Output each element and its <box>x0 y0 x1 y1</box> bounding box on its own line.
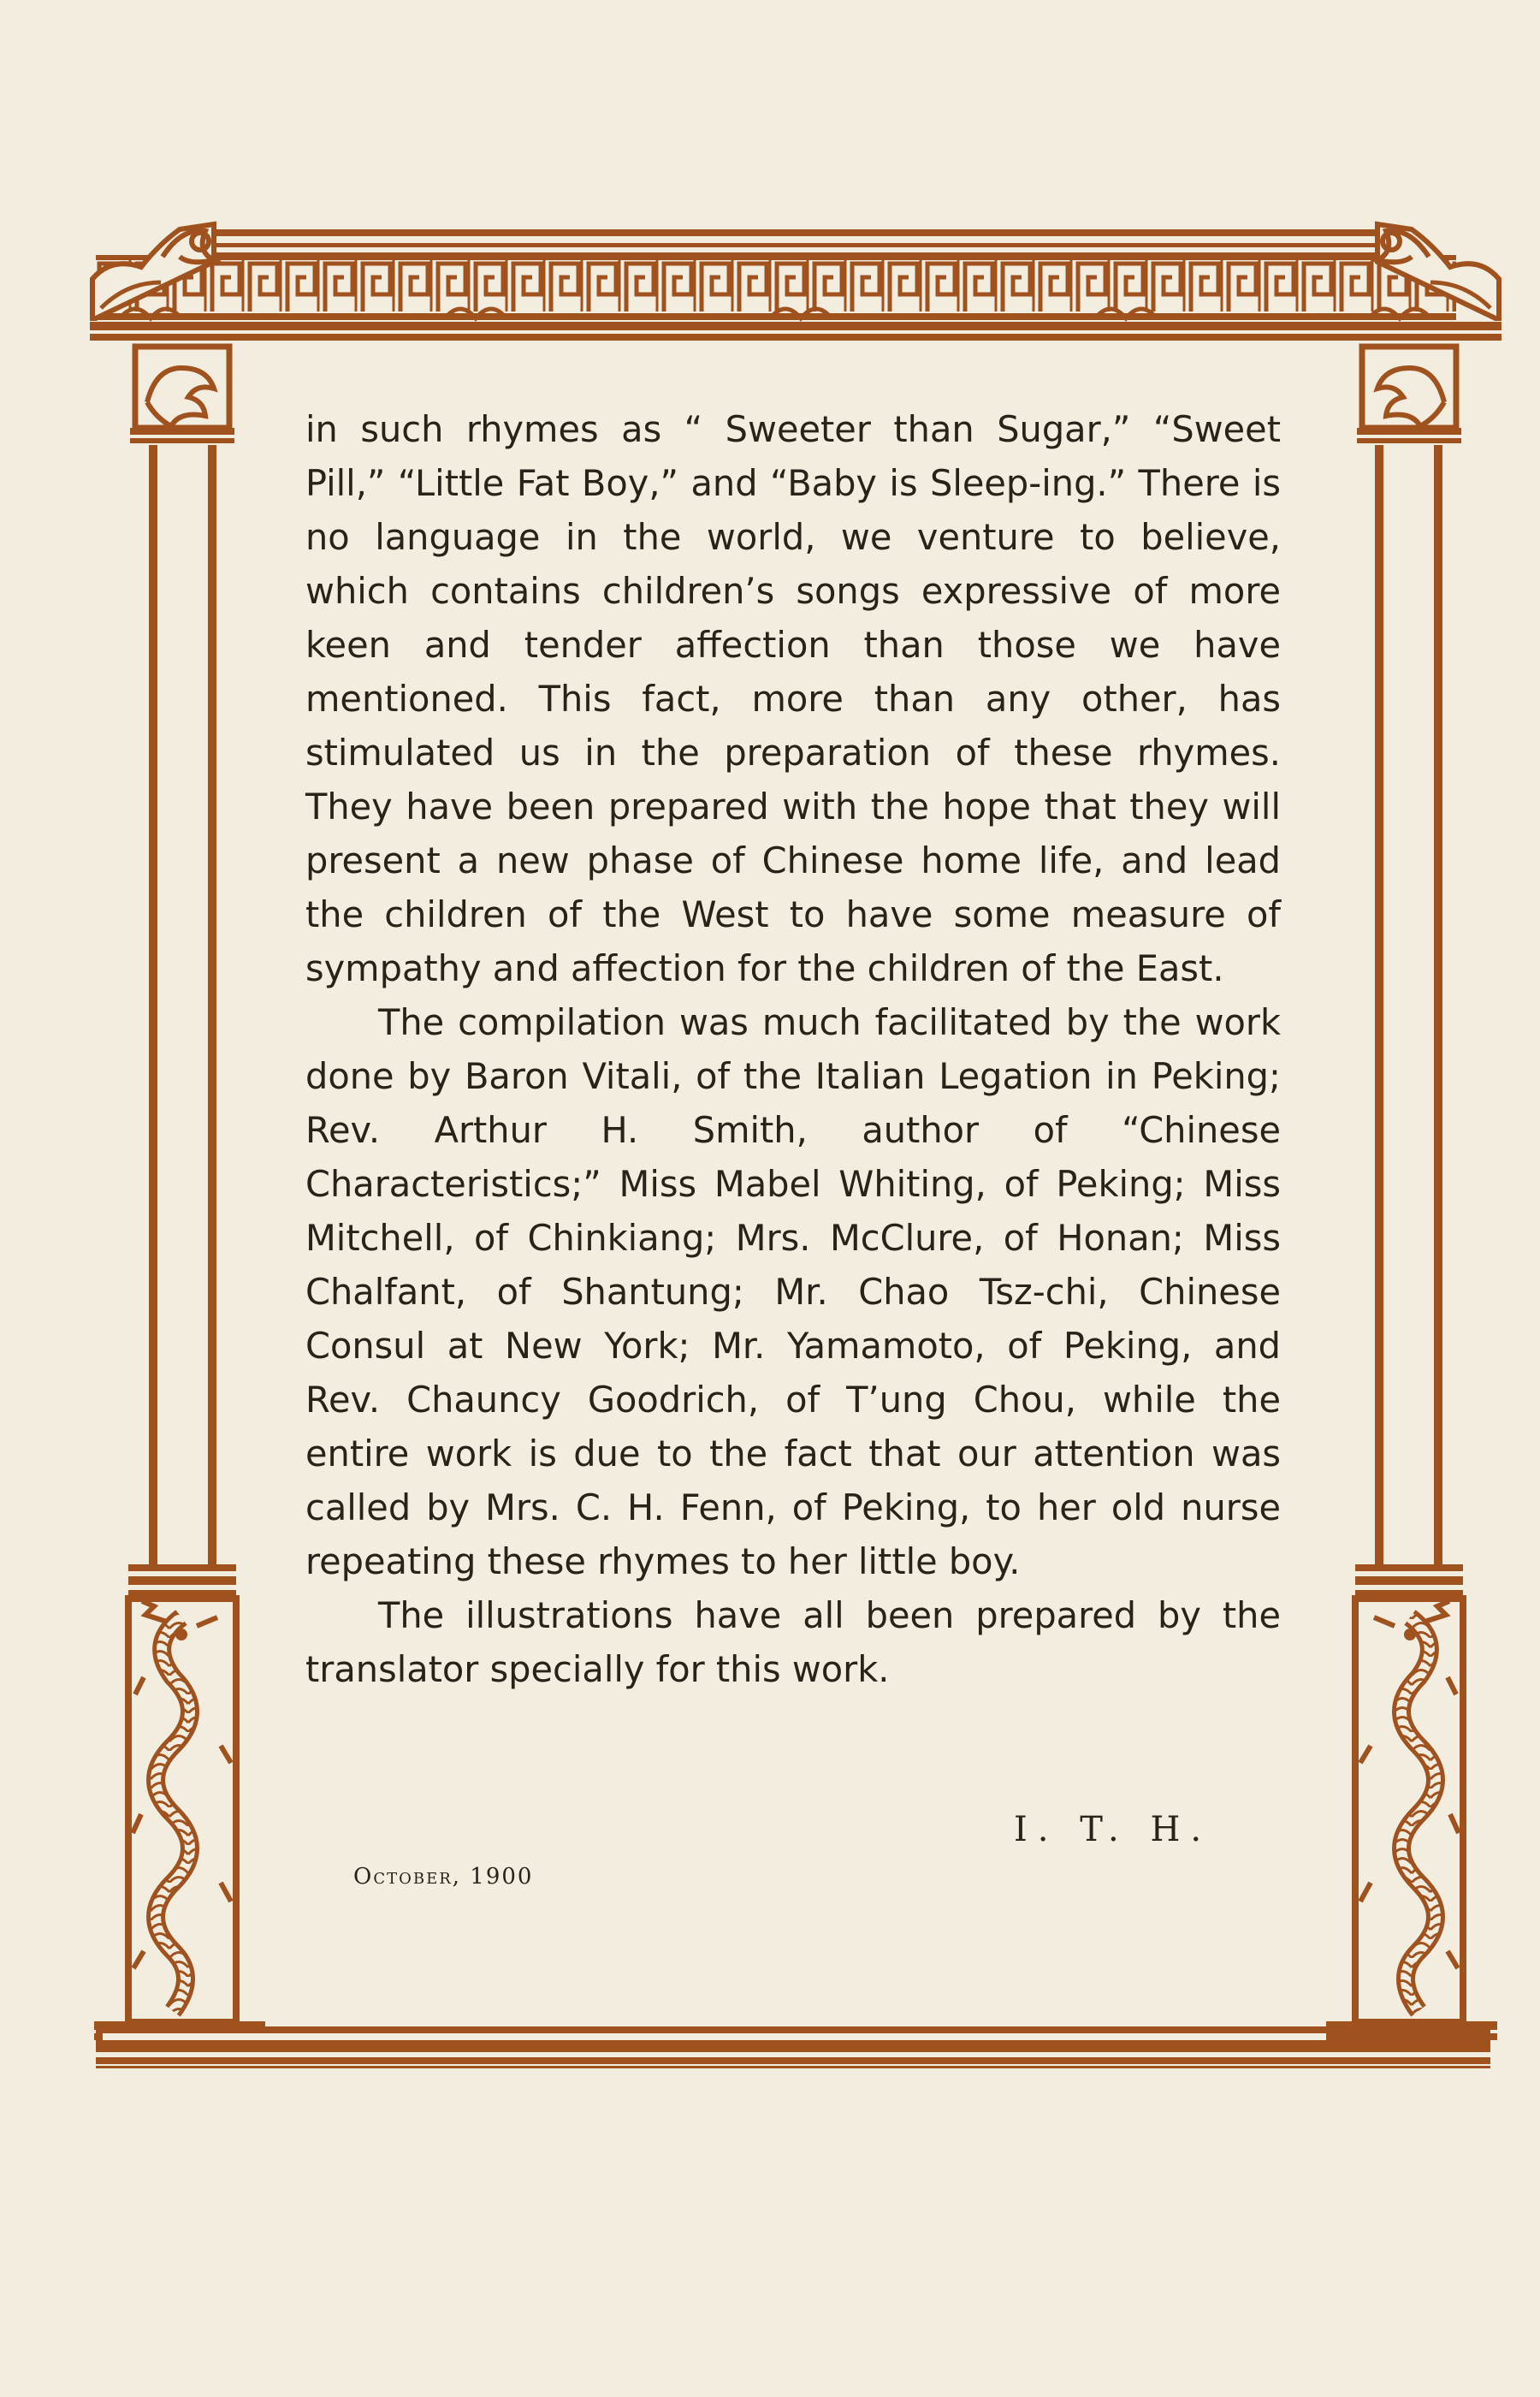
dateline: October, 1900 <box>353 1864 534 1890</box>
body-text <box>305 402 1281 1696</box>
author-initials: I. T. H. <box>1014 1810 1212 1849</box>
top-frieze <box>90 229 1502 341</box>
right-column <box>1326 347 1497 2040</box>
bottom-base <box>96 2026 1490 2068</box>
paragraph-rhymes: in such rhymes as “ Sweeter than Sugar,” “Sweet Pill,” “Little Fat Boy,” and “Baby is Sleep-ing.” There is no language in the world, we venture to believe, which contains children’s songs expressive of more keen and tender affection than those we have mentioned. This fact, more than any other, has stimulated us in the preparation of these rhymes. They have been prepared with the hope that they will present a new phase of Chinese home life, and lead the children of the West to have some measure of sympathy and affection for the children of the East. <box>305 408 1281 989</box>
left-column <box>94 347 265 2040</box>
paragraph-acknowledgments: The compilation was much facilitated by the work done by Baron Vitali, of the Italian Legation in Peking; Rev. Arthur H. Smith, author of “Chinese Characteristics;” Miss Mabel Whiting, of Peking; Miss Mitchell, of Chinkiang; Mrs. McClure, of Honan; Miss Chalfant, of Shantung; Mr. Chao Tsz-chi, Chinese Consul at New York; Mr. Yamamoto, of Peking, and Rev. Chauncy Goodrich, of T’ung Chou, while the entire work is due to the fact that our attention was called by Mrs. C. H. Fenn, of Peking, to her old nurse repeating these rhymes to her little boy. <box>305 1001 1281 1582</box>
paragraph-illustrations: The illustrations have all been prepared by the translator specially for this work. <box>305 1594 1281 1690</box>
